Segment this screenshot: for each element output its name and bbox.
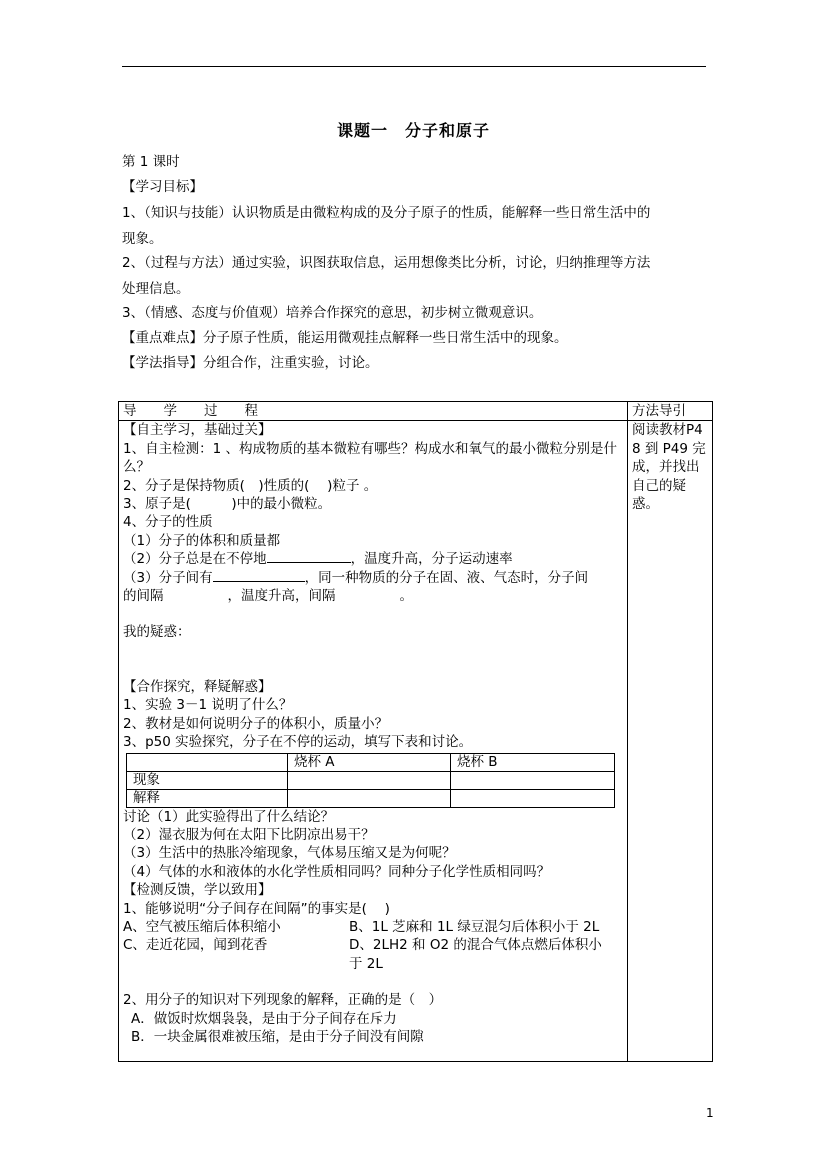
spacer (123, 642, 623, 660)
explanation-b-cell[interactable] (451, 789, 615, 807)
page-title: 课题一 分子和原子 (336, 121, 490, 140)
option-d: D、2LH2 和 O2 的混合气体点燃后体积小于 2L (349, 937, 602, 972)
process-cell (119, 421, 628, 1062)
discussion-3: （3）生活中的热胀冷缩现象，气体易压缩又是为何呢？ (123, 845, 456, 862)
feedback-question-1: 1、能够说明“分子间存在间隔”的事实是( ) (123, 900, 390, 917)
self-study-heading: 【自主学习，基础过关】 (123, 422, 272, 439)
objective-3: 3、（情感、态度与价值观）培养合作探究的意思，初步树立微观意识。 (122, 305, 543, 321)
question-4-2-text-b: ，温度升高，分子运动速率 (350, 551, 513, 568)
my-doubts-label: 我的疑惑： (123, 624, 191, 641)
objective-1-line-1: 1、（知识与技能）认识物质是由微粒构成的及分子原子的性质，能解释一些日常生活中的 (122, 205, 651, 221)
phenomenon-a-cell[interactable] (288, 771, 451, 789)
answer-blank[interactable] (267, 562, 351, 563)
row-phenomenon: 现象 (127, 771, 288, 789)
option-b: B、1L 芝麻和 1L 绿豆混匀后体积小于 2L (349, 918, 600, 935)
header-rule (122, 66, 706, 67)
header-process-label: 导 学 过 程 (123, 403, 258, 419)
question-3: 3、原子是( )中的最小微粒。 (123, 496, 332, 513)
cooperation-question-1: 1、实验 3－1 说明了什么？ (123, 697, 293, 714)
study-guide: 【学法指导】分组合作，注重实验，讨论。 (122, 355, 379, 371)
option-2-b: B．一块金属很难被压缩，是由于分子间没有间隙 (131, 1028, 424, 1045)
column-beaker-a: 烧杯 A (288, 753, 451, 771)
cooperation-question-2: 2、教材是如何说明分子的体积小，质量小？ (123, 715, 389, 732)
phenomenon-b-cell[interactable] (451, 771, 615, 789)
spacer (123, 660, 623, 678)
question-4-3-text-b: ，同一种物质的分子在固、液、气态时，分子间 (304, 569, 589, 586)
header-process (119, 402, 628, 421)
explanation-a-cell[interactable] (288, 789, 451, 807)
question-4-2 (123, 550, 623, 568)
option-a: A、空气被压缩后体积缩小 (123, 918, 281, 935)
objectives-heading: 【学习目标】 (122, 179, 203, 195)
method-text: 阅读教材P48 到 P49 完成，并找出自己的疑惑。 (632, 422, 706, 513)
question-4-3-continued (123, 587, 623, 605)
discussion-4: （4）气体的水和液体的水化学性质相同吗？同种分子化学性质相同吗？ (123, 863, 551, 880)
column-beaker-b: 烧杯 B (451, 753, 615, 771)
question-1: 1、自主检测：1 、构成物质的基本微粒有哪些？构成水和氧气的最小微粒分别是什么？ (123, 440, 617, 476)
discussion-1: 讨论（1）此实验得出了什么结论？ (123, 808, 335, 825)
row-explanation: 解释 (127, 789, 288, 807)
question-4: 4、分子的性质 (123, 514, 213, 531)
question-4-3-text-a: （3）分子间有 (123, 569, 213, 586)
objective-2-line-1: 2、（过程与方法）通过实验，识图获取信息，运用想像类比分析，讨论，归纳推理等方法 (122, 255, 651, 271)
question-4-1: （1）分子的体积和质量都 (123, 532, 281, 549)
question-4-3-text-d: ，温度升高，间隔 (227, 588, 336, 605)
cooperation-question-3: 3、p50 实验探究，分子在不停的运动，填写下表和讨论。 (123, 734, 473, 751)
spacer (123, 973, 623, 991)
cooperation-heading: 【合作探究，释疑解惑】 (123, 678, 272, 695)
discussion-2: （2）湿衣服为何在太阳下比阴凉出易干？ (123, 826, 375, 843)
options-row-cd (123, 936, 623, 973)
objective-1-line-2: 现象。 (122, 231, 163, 247)
objective-2-line-2: 处理信息。 (122, 281, 190, 297)
experiment-table (126, 753, 615, 808)
feedback-heading: 【检测反馈，学以致用】 (123, 882, 272, 899)
question-4-3-text-c: 的间隔 (123, 588, 164, 605)
lesson-label: 第 1 课时 (122, 154, 180, 170)
question-4-3-text-e: 。 (399, 588, 413, 605)
key-points: 【重点难点】分子原子性质，能运用微观挂点解释一些日常生活中的现象。 (122, 330, 568, 346)
option-c: C、走近花园，闻到花香 (123, 937, 268, 954)
question-4-2-text-a: （2）分子总是在不停地 (123, 551, 267, 568)
header-method (628, 402, 713, 421)
answer-blank[interactable] (213, 581, 305, 582)
study-process-table (118, 401, 713, 1062)
question-2: 2、分子是保持物质( )性质的( )粒子 。 (123, 477, 378, 494)
method-cell (628, 421, 713, 1062)
option-2-a: A．做饭时炊烟袅袅，是由于分子间存在斥力 (131, 1010, 397, 1027)
spacer (123, 605, 623, 623)
experiment-table-corner (127, 753, 288, 771)
header-method-label: 方法导引 (632, 403, 686, 419)
page-number: 1 (706, 1106, 714, 1120)
options-row-ab (123, 918, 623, 936)
question-4-3 (123, 569, 623, 587)
feedback-question-2: 2、用分子的知识对下列现象的解释，正确的是（ ） (123, 992, 443, 1009)
